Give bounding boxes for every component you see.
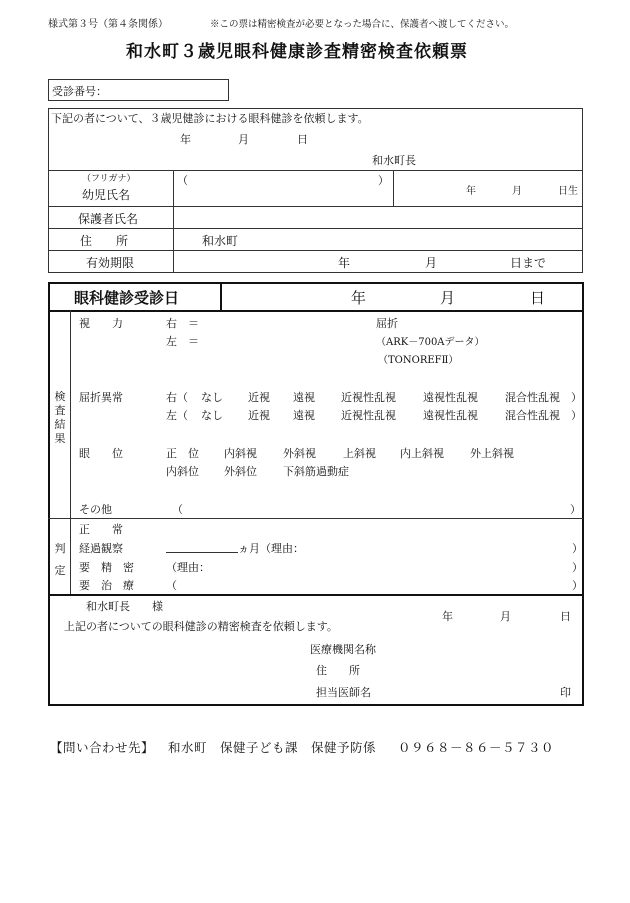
exam-date-month: 月 [440, 289, 456, 307]
tonoref-data: （TONOREFⅡ） [378, 355, 459, 366]
request-text: 下記の者について、３歳児健診における眼科健診を依頼します。 [51, 112, 369, 125]
treatment-close: ） [572, 579, 583, 592]
eye-position-eso-hypertropia[interactable]: 内上斜視 [400, 447, 444, 460]
results-section-label: 検査結果 [54, 390, 66, 445]
vision-label: 視 力 [79, 317, 123, 330]
child-name-paren-close: ） [378, 174, 389, 187]
detailed-reason: （理由： [166, 561, 210, 574]
request-year: 年 [180, 133, 191, 146]
follow-up-months: ヵ月（理由： [238, 542, 304, 555]
other-paren-close: ） [570, 503, 581, 516]
judgment-section-label: 判定 [54, 542, 66, 577]
refraction-right-hyperopia[interactable]: 遠視 [293, 391, 315, 404]
other-paren-open: （ [172, 503, 183, 516]
reply-to-mayor: 和水町長 様 [86, 600, 163, 613]
refraction-left-prefix: 左（ [166, 409, 188, 422]
judgment-detailed[interactable]: 要 精 密 [79, 561, 134, 574]
receipt-number-field[interactable] [48, 79, 229, 101]
refraction-left-none[interactable]: なし [201, 409, 223, 422]
exam-date-day: 日 [530, 289, 546, 307]
follow-up-close: ） [572, 542, 583, 555]
other-label: その他 [79, 503, 112, 516]
detailed-close: ） [572, 561, 583, 574]
validity-month: 月 [425, 256, 438, 270]
receipt-number-label: 受診番号： [52, 85, 107, 98]
refraction-right-none[interactable]: なし [201, 391, 223, 404]
refraction-right-myopic-astig[interactable]: 近視性乱視 [341, 391, 396, 404]
eye-position-label: 眼 位 [79, 447, 123, 460]
validity-until: 日まで [510, 256, 547, 270]
ark-data: （ARK－700Aデータ） [376, 337, 485, 348]
refraction-left-myopic-astig[interactable]: 近視性乱視 [341, 409, 396, 422]
judgment-follow-up[interactable]: 経過観察 [79, 542, 123, 555]
reply-year: 年 [442, 610, 453, 623]
doctor-label: 担当医師名 [316, 686, 371, 699]
refraction-left-hyperopia[interactable]: 遠視 [293, 409, 315, 422]
refraction-right-close: ） [571, 391, 582, 404]
validity-year: 年 [338, 256, 351, 270]
request-mayor: 和水町長 [372, 154, 416, 167]
birth-day: 日生 [558, 186, 578, 197]
birth-month: 月 [512, 186, 522, 197]
refraction-left-myopia[interactable]: 近視 [248, 409, 270, 422]
institution-address-label: 住 所 [316, 664, 360, 677]
judgment-normal[interactable]: 正 常 [79, 523, 123, 536]
address-label: 住 所 [80, 234, 129, 248]
exam-date-label: 眼科健診受診日 [74, 289, 180, 307]
refraction-error-label: 屈折異常 [79, 391, 123, 404]
eye-position-exotropia[interactable]: 外斜視 [283, 447, 316, 460]
institution-label: 医療機関名称 [310, 643, 376, 656]
refraction-right-prefix: 右（ [166, 391, 188, 404]
contact-phone: ０９６８－８６－５７３０ [398, 740, 555, 755]
form-number: 様式第３号（第４条関係） [48, 19, 168, 30]
eye-position-esophoria[interactable]: 内斜位 [166, 465, 199, 478]
seal-mark: 印 [560, 686, 571, 699]
eye-position-normal[interactable]: 正 位 [166, 447, 199, 460]
vision-right: 右 ＝ [166, 317, 199, 330]
furigana-label: （フリガナ） [82, 174, 136, 184]
vision-left: 左 ＝ [166, 335, 199, 348]
refraction-left-hyperopic-astig[interactable]: 遠視性乱視 [423, 409, 478, 422]
reply-month: 月 [500, 610, 511, 623]
contact-label: 【問い合わせ先】 [50, 740, 155, 755]
refraction-right-mixed-astig[interactable]: 混合性乱視 [505, 391, 560, 404]
birth-year: 年 [466, 186, 476, 197]
address-value: 和水町 [202, 234, 239, 248]
treatment-paren-open: （ [166, 579, 177, 592]
eye-position-esotropia[interactable]: 内斜視 [224, 447, 257, 460]
reply-day: 日 [560, 610, 571, 623]
guardian-name-label: 保護者氏名 [78, 212, 139, 226]
contact-dept: 和水町 保健子ども課 保健予防係 [168, 740, 377, 755]
request-month: 月 [238, 133, 249, 146]
refraction-left-close: ） [571, 409, 582, 422]
refraction-left-mixed-astig[interactable]: 混合性乱視 [505, 409, 560, 422]
reply-text: 上記の者についての眼科健診の精密検査を依頼します。 [64, 620, 338, 633]
validity-label: 有効期限 [86, 256, 135, 270]
header-note: ※この票は精密検査が必要となった場合に、保護者へ渡してください。 [210, 19, 515, 30]
eye-position-exophoria[interactable]: 外斜位 [224, 465, 257, 478]
judgment-treatment[interactable]: 要 治 療 [79, 579, 134, 592]
child-name-paren-open: （ [177, 174, 188, 187]
refraction-label: 屈折 [376, 317, 398, 330]
eye-position-hypertropia[interactable]: 上斜視 [343, 447, 376, 460]
eye-position-io-overaction[interactable]: 下斜筋過動症 [283, 465, 349, 478]
refraction-right-hyperopic-astig[interactable]: 遠視性乱視 [423, 391, 478, 404]
page-title: 和水町３歳児眼科健康診査精密検査依頼票 [126, 42, 468, 62]
child-name-label: 幼児氏名 [82, 188, 131, 202]
exam-date-year: 年 [351, 289, 367, 307]
request-day: 日 [297, 133, 308, 146]
refraction-right-myopia[interactable]: 近視 [248, 391, 270, 404]
eye-position-exo-hypertropia[interactable]: 外上斜視 [470, 447, 514, 460]
